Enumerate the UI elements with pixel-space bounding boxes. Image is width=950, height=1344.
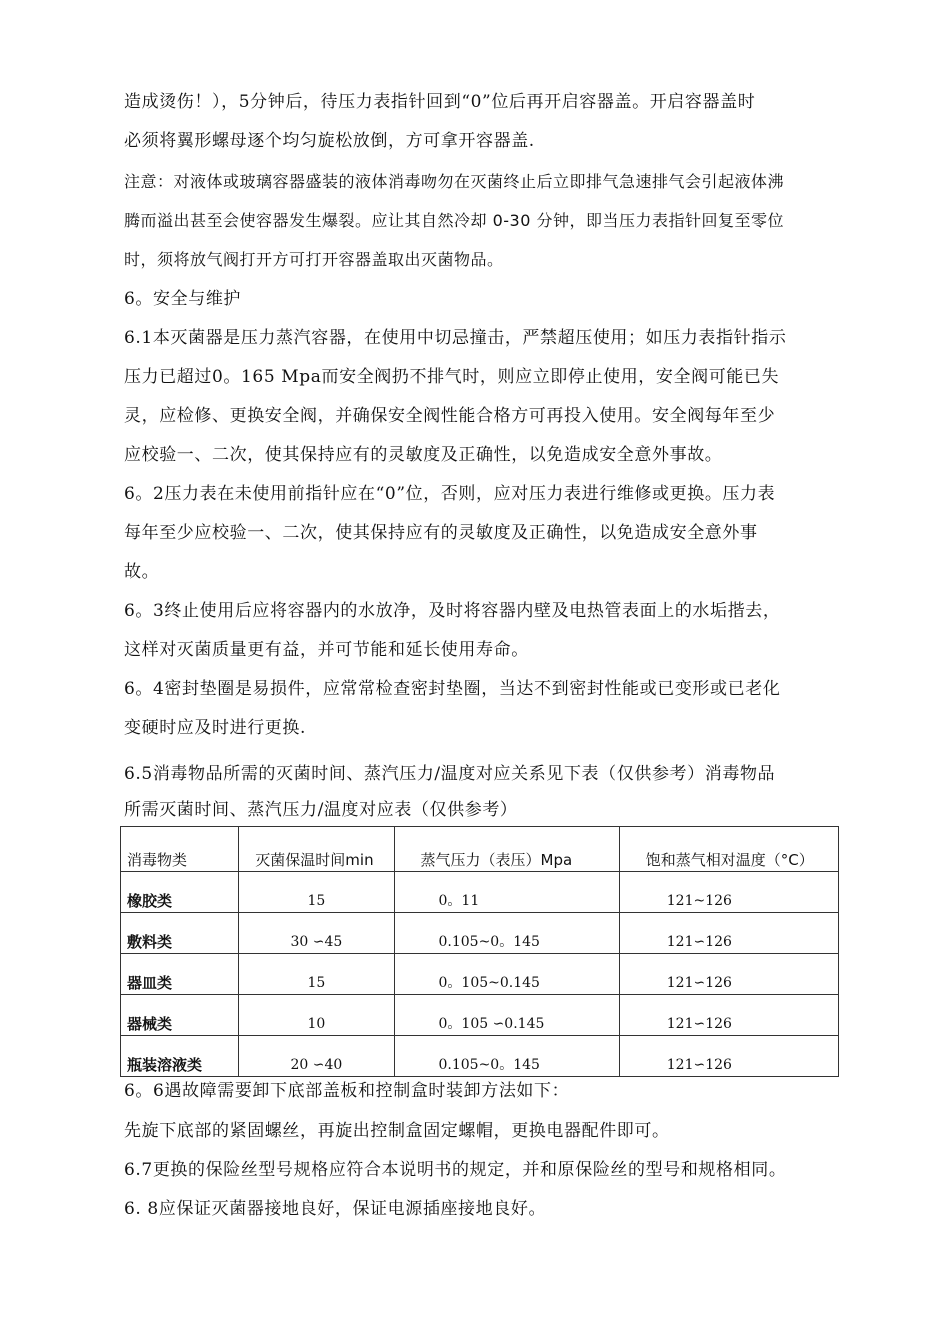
- paragraph-line: 6。4密封垫圈是易损件，应常常检查密封垫圈，当达不到密封性能或已变形或已老化: [124, 679, 781, 699]
- table-cell: 121~126: [619, 872, 838, 913]
- table-row: [121, 995, 839, 1036]
- table-row: [121, 913, 839, 954]
- header-cell: 饱和蒸气相对温度（°C）: [619, 827, 838, 872]
- paragraph-line: 6。6遇故障需要卸下底部盖板和控制盒时装卸方法如下：: [124, 1081, 570, 1101]
- paragraph-line: 先旋下底部的紧固螺丝，再旋出控制盒固定螺帽，更换电器配件即可。: [124, 1121, 670, 1141]
- table-cell: 器械类: [121, 995, 239, 1036]
- paragraph-line: 6。3终止使用后应将容器内的水放净，及时将容器内壁及电热管表面上的水垢揩去，: [124, 601, 781, 621]
- table-cell: 15: [239, 954, 394, 995]
- table-cell: 121∽126: [619, 1036, 838, 1077]
- note-line: 时，须将放气阀打开方可打开容器盖取出灭菌物品。: [124, 250, 504, 269]
- paragraph-line: 6。2压力表在未使用前指针应在“0”位，否则，应对压力表进行维修或更换。压力表: [124, 484, 776, 504]
- paragraph-line: 压力已超过0。165 Mpa而安全阀扔不排气时，则应立即停止使用，安全阀可能已失: [124, 367, 780, 387]
- table-cell: 20 ∽40: [239, 1036, 394, 1077]
- paragraph-line: 灵，应检修、更换安全阀，并确保安全阀性能合格方可再投入使用。安全阀每年至少: [124, 406, 776, 426]
- paragraph-line: 必须将翼形螺母逐个均匀旋松放倒，方可拿开容器盖.: [124, 131, 535, 151]
- table-cell: 0.105~0。145: [394, 1036, 619, 1077]
- paragraph-line: 6.1本灭菌器是压力蒸汽容器，在使用中切忌撞击，严禁超压使用；如压力表指针指示: [124, 328, 787, 348]
- header-cell: 灭菌保温时间min: [239, 827, 394, 872]
- paragraph-line: 6.7更换的保险丝型号规格应符合本说明书的规定，并和原保险丝的型号和规格相同。: [124, 1160, 787, 1180]
- table-header-row: [121, 827, 839, 872]
- table-cell: 0。105 ∽0.145: [394, 995, 619, 1036]
- paragraph-line: 每年至少应校验一、二次，使其保持应有的灵敏度及正确性，以免造成安全意外事: [124, 523, 758, 543]
- table-cell: 敷料类: [121, 913, 239, 954]
- header-cell: 蒸气压力（表压）Mpa: [394, 827, 619, 872]
- table-row: [121, 872, 839, 913]
- table-cell: 0.105~0。145: [394, 913, 619, 954]
- sterilization-table: [120, 826, 839, 1077]
- paragraph-line: 这样对灭菌质量更有益，并可节能和延长使用寿命。: [124, 640, 529, 660]
- table-cell: 0。105~0.145: [394, 954, 619, 995]
- table-cell: 器皿类: [121, 954, 239, 995]
- header-cell: 消毒物类: [121, 827, 239, 872]
- paragraph-line: 造成烫伤！），5分钟后，待压力表指针回到“0”位后再开启容器盖。开启容器盖时: [124, 92, 756, 112]
- table-cell: 0。11: [394, 872, 619, 913]
- table-cell: 橡胶类: [121, 872, 239, 913]
- table-cell: 15: [239, 872, 394, 913]
- table-row: [121, 954, 839, 995]
- paragraph-line: 6. 8应保证灭菌器接地良好，保证电源插座接地良好。: [124, 1199, 547, 1219]
- note-line: 注意：对液体或玻璃容器盛装的液体消毒吻勿在灭菌终止后立即排气急速排气会引起液体沸: [124, 172, 785, 191]
- table-cell: 121∽126: [619, 913, 838, 954]
- table-cell: 瓶装溶液类: [121, 1036, 239, 1077]
- table-row: [121, 1036, 839, 1077]
- paragraph-line: 变硬时应及时进行更换.: [124, 718, 307, 738]
- table-cell: 121∽126: [619, 995, 838, 1036]
- note-line: 腾而溢出甚至会使容器发生爆裂。应让其自然冷却 0-30 分钟，即当压力表指针回复至零位: [124, 211, 784, 230]
- paragraph-line: 6.5消毒物品所需的灭菌时间、蒸汽压力/温度对应关系见下表（仅供参考）消毒物品: [124, 764, 776, 784]
- table-cell: 10: [239, 995, 394, 1036]
- section-heading: 6。安全与维护: [124, 289, 242, 309]
- table-cell: 30 ∽45: [239, 913, 394, 954]
- paragraph-line: 故。: [124, 562, 160, 582]
- table-caption: 所需灭菌时间、蒸汽压力/温度对应表（仅供参考）: [124, 800, 518, 820]
- table-cell: 121∽126: [619, 954, 838, 995]
- paragraph-line: 应校验一、二次，使其保持应有的灵敏度及正确性，以免造成安全意外事故。: [124, 445, 723, 465]
